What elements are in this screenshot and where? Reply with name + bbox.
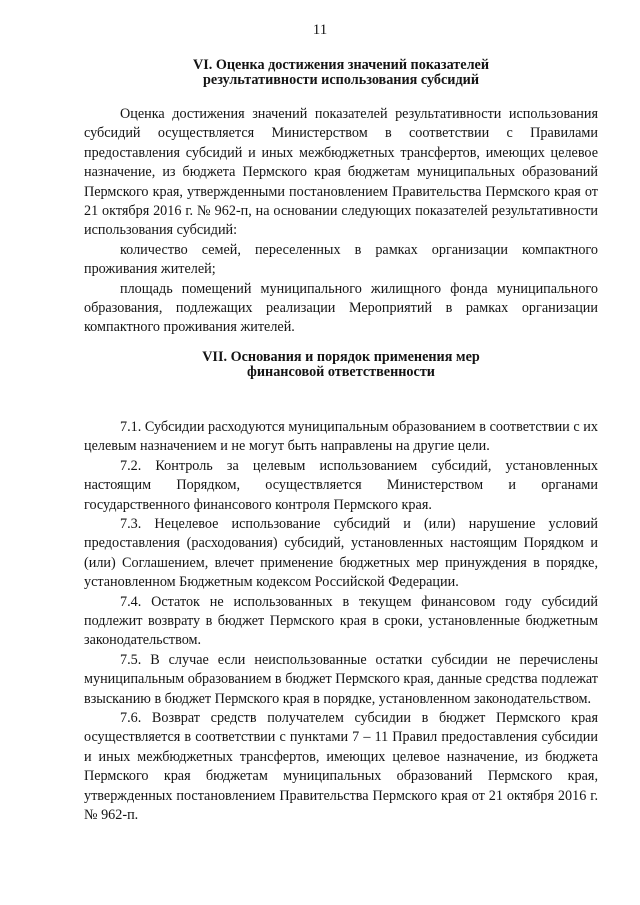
section-6-paragraph: площадь помещений муниципального жилищного фонда муниципального образования, подлежащих реализации Мероприятий в рамках организации компактного проживания жителей.	[84, 280, 598, 336]
clause-7-6: 7.6. Возврат средств получателем субсидии в бюджет Пермского края осуществляется в соответствии с пунктами 7 – 11 Правил предоставления субсидии и иных межбюджетных трансфертов, имеющих целевое назначение, из бюджета Пермского края бюджетам муниципальных образований Пермского края, утвержденных постановлением Правительства Пермского края от 21 октября 2016 г. № 962-п.	[84, 709, 598, 823]
page-number: 11	[312, 22, 328, 38]
section-7-heading-line2: финансовой ответственности	[247, 363, 435, 380]
clause-7-5: 7.5. В случае если неиспользованные остатки субсидии не перечислены муниципальным образованием в бюджет Пермского края, данные средства подлежат взысканию в бюджет Пермского края в порядке, установленном законодательством.	[84, 651, 598, 707]
section-6-paragraph: Оценка достижения значений показателей результативности использования субсидий осуществляется Министерством в соответствии с Правилами предоставления субсидий и иных межбюджетных трансфертов, имеющих целевое назначение, из бюджета Пермского края бюджетам муниципальных образований Пермского края, утвержденными постановлением Правительства Пермского края от 21 октября 2016 г. № 962-п, на основании следующих показателей результативности использования субсидий:	[84, 106, 598, 239]
clause-7-4: 7.4. Остаток не использованных в текущем финансовом году субсидий подлежит возврату в бюджет Пермского края в сроки, установленные бюджетным законодательством.	[84, 593, 598, 649]
section-6-heading-line1: VI. Оценка достижения значений показателей	[192, 57, 490, 73]
section-7-heading-line1: VII. Основания и порядок применения мер	[202, 348, 480, 365]
clause-7-2: 7.2. Контроль за целевым использованием субсидий, установленных настоящим Порядком, осуществляется Министерством и органами государственного финансового контроля Пермского края.	[84, 457, 598, 513]
document-body	[84, 58, 598, 825]
section-6-heading-line2: результативности использования субсидий	[203, 72, 479, 88]
section-6-heading	[84, 58, 598, 88]
section-7-heading	[84, 350, 598, 380]
section-6-paragraph: количество семей, переселенных в рамках организации компактного проживания жителей;	[84, 241, 598, 278]
clause-7-1: 7.1. Субсидии расходуются муниципальным образованием в соответствии с их целевым назначением и не могут быть направлены на другие цели.	[84, 418, 598, 455]
clause-7-3: 7.3. Нецелевое использование субсидий и (или) нарушение условий предоставления (расходования) субсидий, установленных настоящим Порядком и (или) Соглашением, влечет применение бюджетных мер принуждения в порядке, установленном Бюджетным кодексом Российской Федерации.	[84, 515, 598, 591]
